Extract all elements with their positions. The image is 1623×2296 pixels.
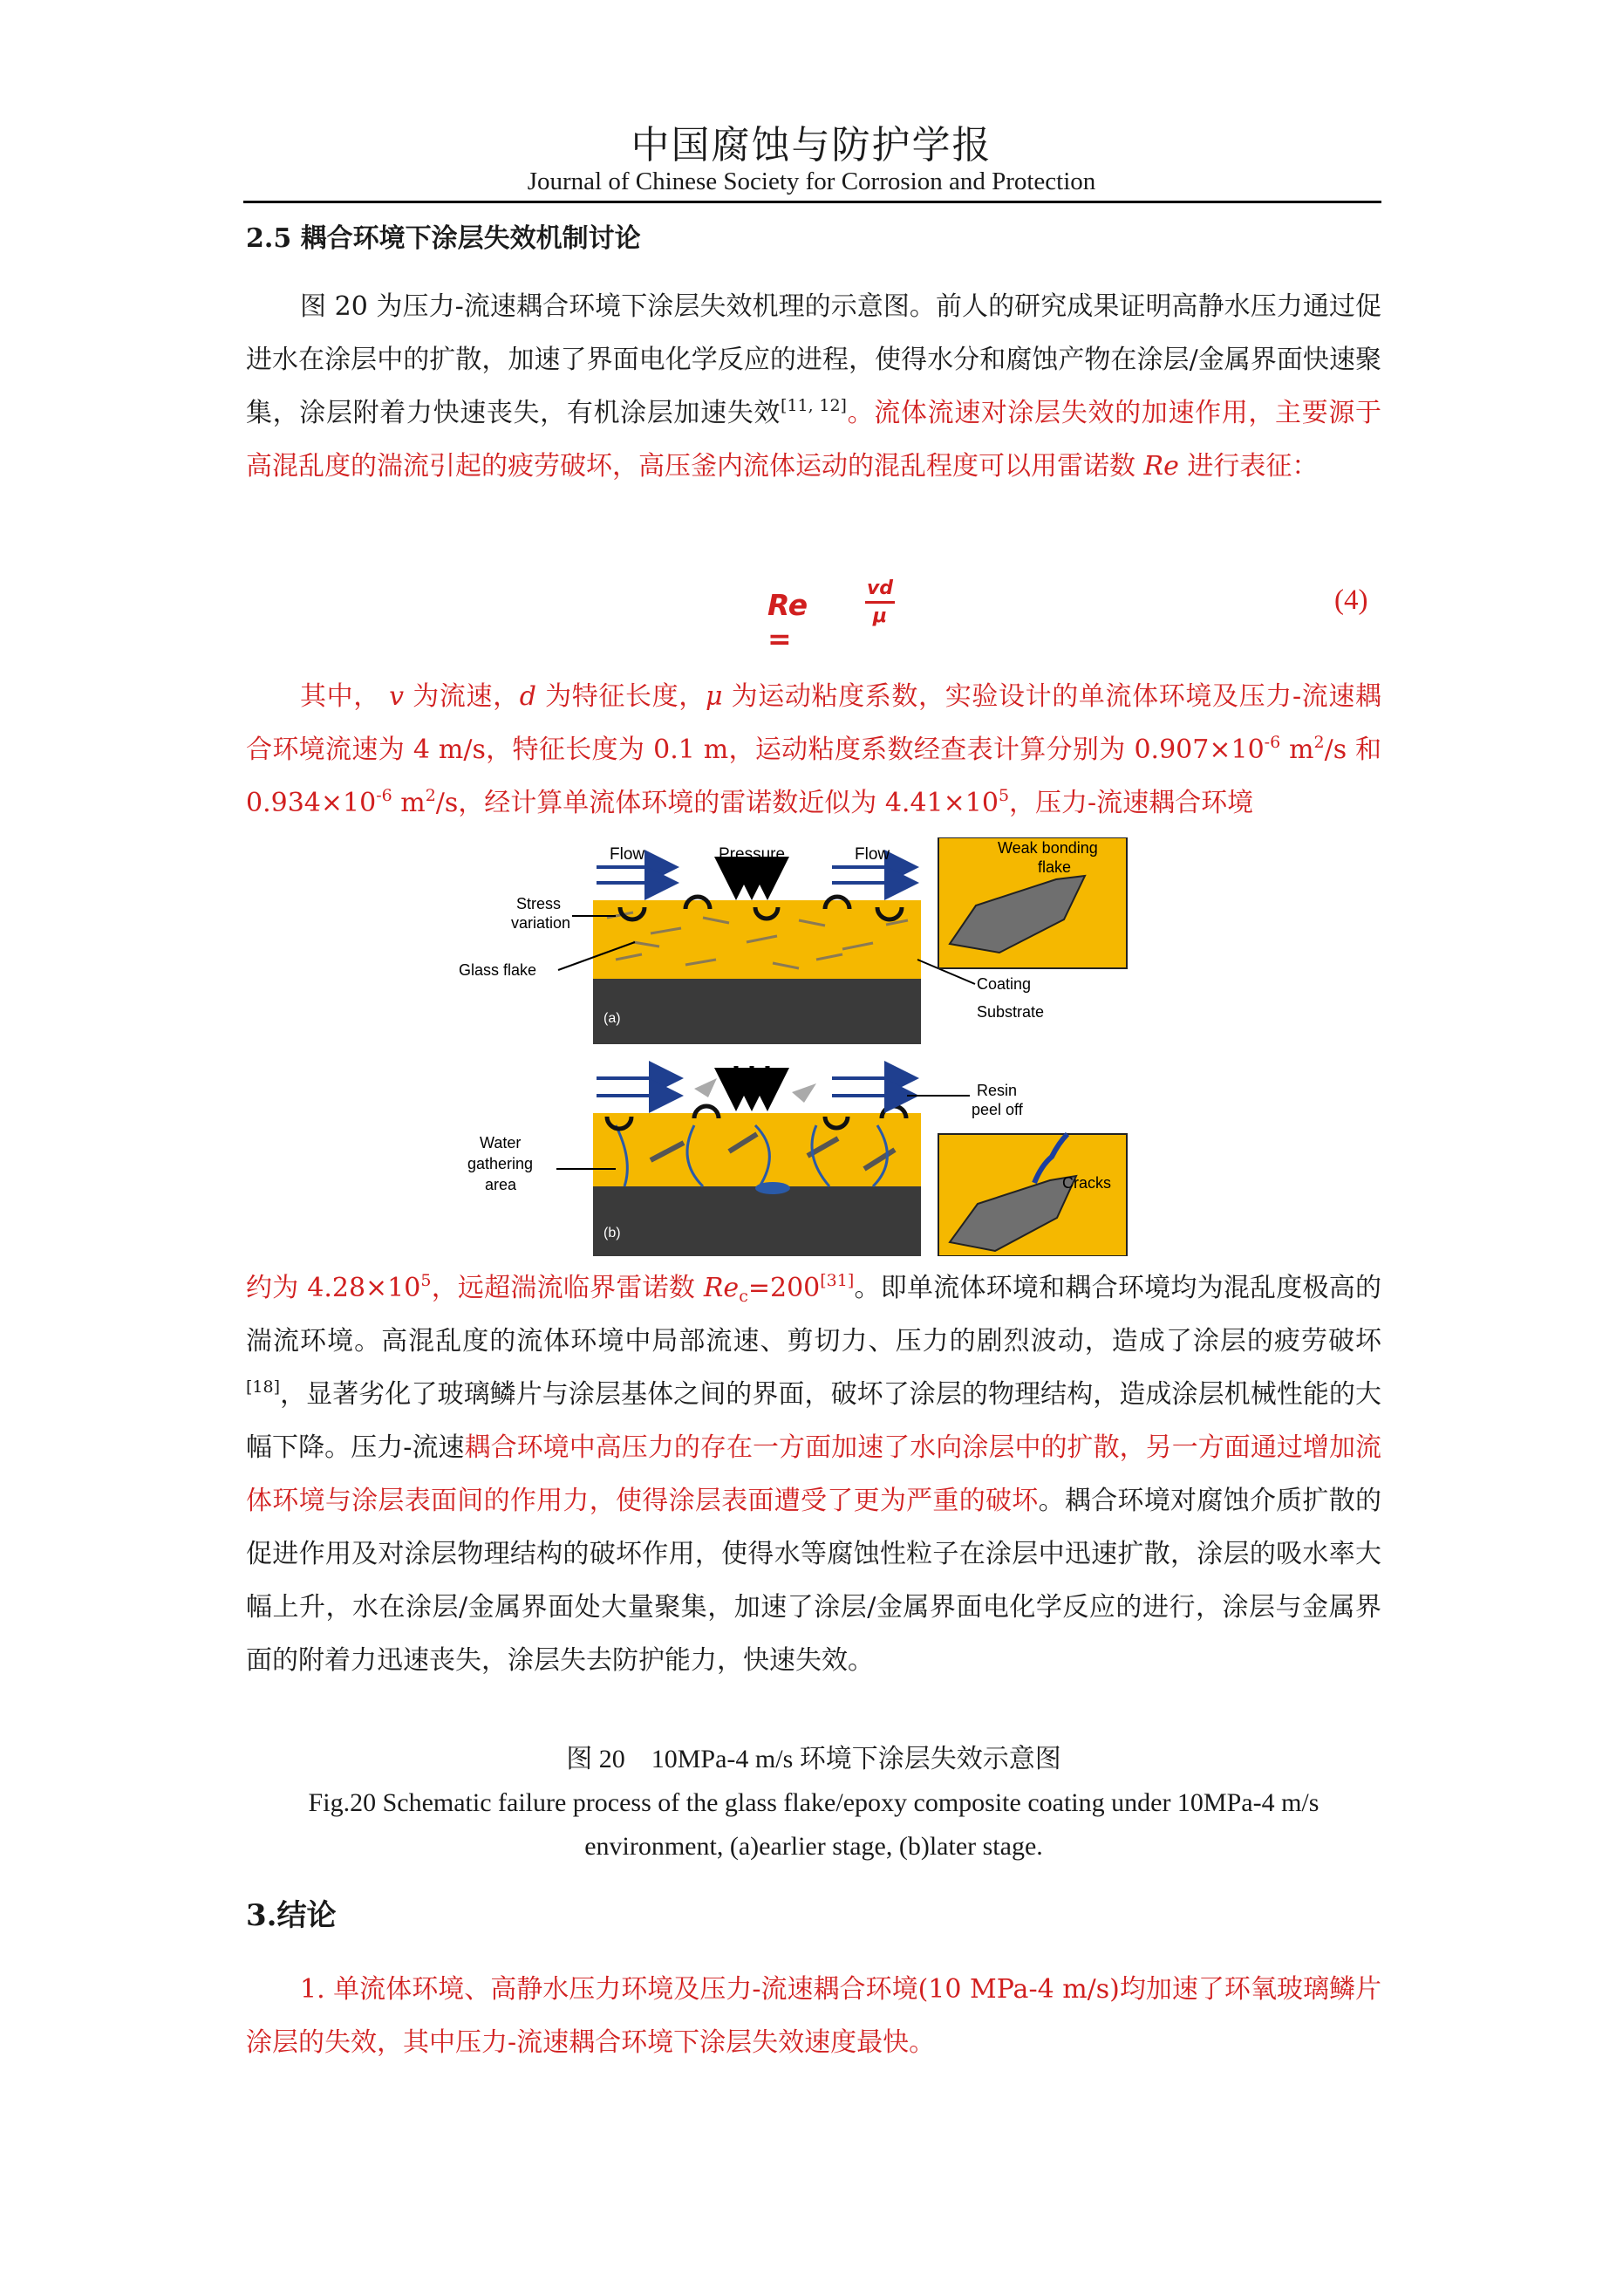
caption-en-1: Fig.20 Schematic failure process of the glass flake/epoxy composite coating under 10MPa-4 m/s bbox=[308, 1788, 1320, 1817]
p2-v: v bbox=[389, 681, 405, 712]
label-pressure: Pressure bbox=[719, 845, 786, 864]
label-substrate: Substrate bbox=[977, 1003, 1045, 1021]
p3-sub-c: c bbox=[739, 1287, 748, 1306]
substrate-layer-a bbox=[593, 979, 921, 1044]
paragraph-1 bbox=[246, 280, 1381, 493]
journal-title-cn: 中国腐蚀与防护学报 bbox=[631, 123, 992, 167]
label-weak-bonding-2: flake bbox=[1038, 858, 1072, 876]
label-cracks: Cracks bbox=[1062, 1174, 1112, 1192]
p2-t6: /s 和 0.934×10 bbox=[246, 735, 1381, 818]
p3-t6: 。耦合环境对腐蚀介质扩散的促进作用及对涂层物理结构的破坏作用，使得水等腐蚀性粒子在涂层中迅速扩散，涂层的吸水率大幅上升，水在涂层/金属界面处大量聚集，加速了涂层/金属界面电化学反应的进行，涂层与金属界面的附着力迅速丧失，涂层失去防护能力，快速失效。 bbox=[246, 1486, 1382, 1676]
equation-number: (4) bbox=[1334, 584, 1368, 616]
panel-b-label: (b) bbox=[604, 1226, 621, 1240]
p2-t4: 为运动粘度系数，实验设计的单流体环境及压力-流速耦合环境流速为 4 m/s，特征长度为 0.1 m，运动粘度系数经查表计算分别为 0.907×10 bbox=[246, 681, 1381, 765]
panel-b bbox=[467, 1066, 1127, 1256]
header-rule bbox=[243, 201, 1381, 203]
p3-t1: 约为 4.28×10 bbox=[246, 1273, 421, 1303]
resin-peel-shard-2 bbox=[792, 1083, 816, 1103]
p1-re: Re bbox=[1143, 451, 1179, 482]
journal-title-en: Journal of Chinese Society for Corrosion and Protection bbox=[527, 167, 1096, 195]
label-stress-1: Stress bbox=[516, 895, 562, 912]
label-resin-1: Resin bbox=[977, 1082, 1018, 1099]
p1-red-a: 。流体流速对涂层失效的加速作用，主要源于高混乱度的湍流引起的疲劳破坏，高压釜内流体运动的混乱程度可以用雷诺数 bbox=[246, 398, 1382, 482]
caption-en-2: environment, (a)earlier stage, (b)later stage. bbox=[584, 1832, 1043, 1861]
caption-cn: 图 20 10MPa-4 m/s 环境下涂层失效示意图 bbox=[566, 1745, 1061, 1773]
p3-e1: 5 bbox=[420, 1271, 432, 1290]
p2-e5: 5 bbox=[998, 786, 1010, 805]
label-flow-right: Flow bbox=[855, 845, 890, 864]
label-stress-2: variation bbox=[511, 914, 571, 932]
coating-layer-b bbox=[593, 1113, 921, 1186]
label-water-1: Water bbox=[480, 1134, 522, 1151]
p2-e4: 2 bbox=[425, 786, 436, 805]
water-gathering-area bbox=[755, 1182, 790, 1194]
section-title: 2.5 耦合环境下涂层失效机制讨论 bbox=[246, 223, 641, 254]
label-resin-2: peel off bbox=[972, 1101, 1023, 1118]
p2-t5: m bbox=[1280, 735, 1314, 765]
pressure-arrows-b bbox=[736, 1066, 767, 1103]
label-flow-left: Flow bbox=[610, 845, 645, 864]
p2-t9: ，压力-流速耦合环境 bbox=[1009, 788, 1254, 818]
equation-denominator: μ bbox=[872, 605, 888, 627]
p1-red-b: 进行表征： bbox=[1178, 451, 1319, 482]
p3-t5: ，显著劣化了玻璃鳞片与涂层基体之间的界面，破坏了涂层的物理结构，造成涂层机械性能的大幅下降。压力-流速 bbox=[246, 1379, 1381, 1463]
panel-a bbox=[459, 837, 1127, 1044]
paragraph-3 bbox=[246, 1261, 1381, 1687]
p2-t8: /s，经计算单流体环境的雷诺数近似为 4.41×10 bbox=[435, 788, 999, 818]
p3-t4: 。即单流体环境和耦合环境均为混乱度极高的湍流环境。高混乱度的流体环境中局部流速、剪切力、压力的剧烈波动，造成了涂层的疲劳破坏 bbox=[246, 1273, 1381, 1356]
equation-fraction bbox=[865, 577, 895, 627]
p2-e2: 2 bbox=[1313, 733, 1325, 752]
conclusion-item-1: 1. 单流体环境、高静水压力环境及压力-流速耦合环境(10 MPa-4 m/s)均加速了环氧玻璃鳞片涂层的失效，其中压力-流速耦合环境下涂层失效速度最快。 bbox=[246, 1974, 1381, 2058]
p3-ref31: [31] bbox=[820, 1271, 855, 1290]
p2-t3: 为特征长度， bbox=[535, 681, 706, 712]
label-weak-bonding-1: Weak bonding bbox=[998, 839, 1098, 857]
label-glass-flake: Glass flake bbox=[459, 961, 537, 979]
p2-t7: m bbox=[392, 788, 426, 818]
label-coating: Coating bbox=[977, 975, 1032, 993]
p2-e1: -6 bbox=[1264, 733, 1281, 752]
p3-t2: ，远超湍流临界雷诺数 bbox=[431, 1273, 704, 1303]
p2-t1: 其中， bbox=[300, 681, 390, 712]
p2-e3: -6 bbox=[376, 786, 392, 805]
p2-d: d bbox=[519, 681, 536, 712]
figure-20-schematic bbox=[441, 837, 1174, 1256]
label-water-3: area bbox=[485, 1176, 517, 1193]
p2-mu: μ bbox=[705, 681, 723, 712]
label-water-2: gathering bbox=[467, 1155, 534, 1172]
resin-peel-shard-1 bbox=[694, 1078, 717, 1097]
equation-numerator: vd bbox=[866, 577, 894, 599]
flow-arrows-b bbox=[597, 1078, 912, 1096]
p1-text: 图 20 为压力-流速耦合环境下涂层失效机理的示意图。前人的研究成果证明高静水压力通过促进水在涂层中的扩散，加速了界面电化学反应的进程，使得水分和腐蚀产物在涂层/金属界面快速聚集，涂层附着力快速丧失，有机涂层加速失效 bbox=[246, 291, 1381, 428]
conclusion-title: 3.结论 bbox=[246, 1898, 337, 1933]
equation-lhs: Re = bbox=[767, 588, 808, 656]
p3-red: 耦合环境中高压力的存在一方面加速了水向涂层中的扩散，另一方面通过增加流体环境与涂层表面间的作用力，使得涂层表面遭受了更为严重的破坏 bbox=[246, 1432, 1382, 1516]
panel-a-label: (a) bbox=[604, 1011, 621, 1026]
substrate-layer-b bbox=[593, 1186, 921, 1256]
p3-ref18: [18] bbox=[246, 1377, 281, 1397]
fraction-bar bbox=[865, 601, 895, 604]
p1-ref: [11, 12] bbox=[781, 396, 847, 415]
flow-arrows-a bbox=[597, 867, 912, 883]
paragraph-2 bbox=[246, 670, 1381, 830]
p3-t3: =200 bbox=[747, 1273, 821, 1303]
p2-t2: 为流速， bbox=[404, 681, 520, 712]
p3-re: Re bbox=[703, 1273, 740, 1303]
